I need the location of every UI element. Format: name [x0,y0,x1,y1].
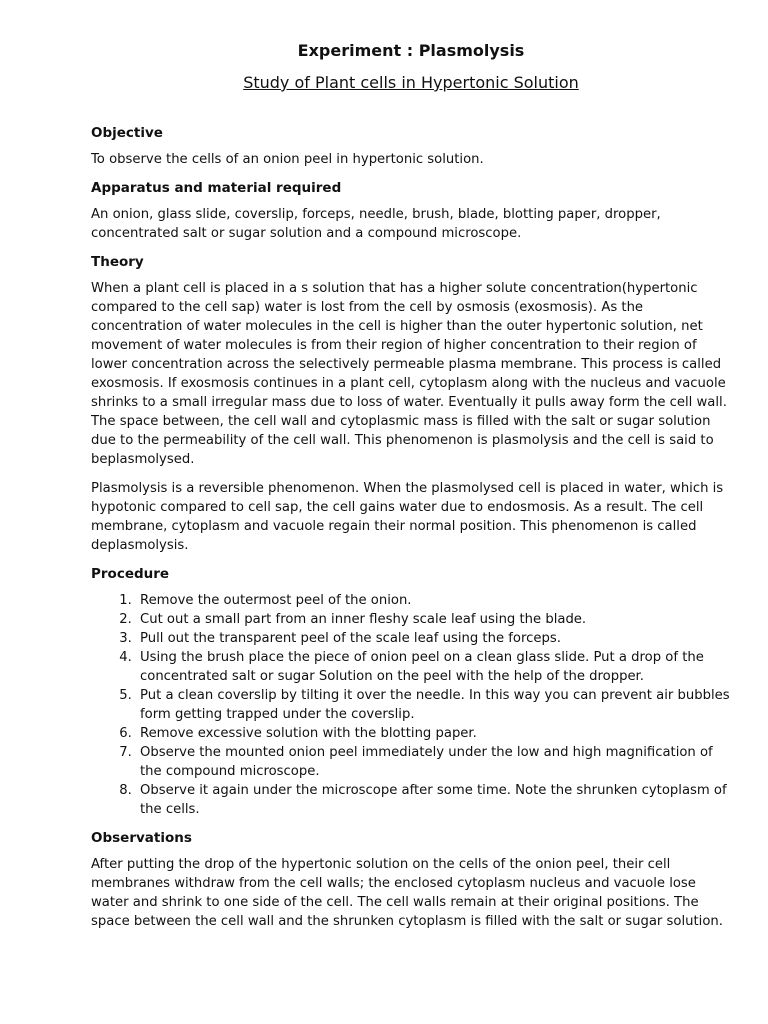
document-page [91,40,731,941]
observations-heading: Observations [91,830,192,846]
procedure-step: 1. Remove the outermost peel of the onion. [136,591,731,610]
procedure-step: 8. Observe it again under the microscope after some time. Note the shrunken cytoplasm of the cells. [136,781,731,819]
procedure-steps-list [91,591,731,819]
observations-section [91,829,731,931]
procedure-step: 2. Cut out a small part from an inner fleshy scale leaf using the blade. [136,610,731,629]
procedure-step: 7. Observe the mounted onion peel immediately under the low and high magnification of the compound microscope. [136,743,731,781]
theory-heading: Theory [91,254,144,270]
apparatus-section [91,179,731,243]
observations-text: After putting the drop of the hypertonic solution on the cells of the onion peel, their cell membranes withdraw from the cell walls; the enclosed cytoplasm nucleus and vacuole lose water and shrink to one side of the cell. The cell walls remain at their original positions. The space between the cell wall and the shrunken cytoplasm is filled with the salt or sugar solution. [91,857,723,929]
page-subtitle: Study of Plant cells in Hypertonic Solution [243,73,579,92]
apparatus-text: An onion, glass slide, coverslip, forceps, needle, brush, blade, blotting paper, dropper, concentrated salt or sugar solution and a compound microscope. [91,207,661,241]
procedure-step: 6. Remove excessive solution with the blotting paper. [136,724,731,743]
theory-paragraph-1: When a plant cell is placed in a s solution that has a higher solute concentration(hypertonic compared to the cell sap) water is lost from the cell by osmosis (exosmosis). As the concentration of water molecules in the cell is higher than the outer hypertonic solution, net movement of water molecules is from their region of higher concentration to their region of lower concentration across the selectively permeable plasma membrane. This process is called exosmosis. If exosmosis continues in a plant cell, cytoplasm along with the nucleus and vacuole shrinks to a small irregular mass due to loss of water. Eventually it pulls away form the cell wall. The space between, the cell wall and cytoplasmic mass is filled with the salt or sugar solution due to the permeability of the cell wall. This phenomenon is plasmolysis and the cell is said to beplasmolysed. [91,281,727,467]
objective-section [91,124,731,169]
theory-paragraph-2: Plasmolysis is a reversible phenomenon. When the plasmolysed cell is placed in water, which is hypotonic compared to cell sap, the cell gains water due to endosmosis. As a result. The cell membrane, cytoplasm and vacuole regain their normal position. This phenomenon is called deplasmolysis. [91,481,724,553]
procedure-step: 5. Put a clean coverslip by tilting it over the needle. In this way you can prevent air bubbles form getting trapped under the coverslip. [136,686,731,724]
objective-heading: Objective [91,125,163,141]
apparatus-heading: Apparatus and material required [91,180,342,196]
procedure-step: 4. Using the brush place the piece of onion peel on a clean glass slide. Put a drop of the concentrated salt or sugar Solution on the peel with the help of the dropper. [136,648,731,686]
procedure-step: 3. Pull out the transparent peel of the scale leaf using the forceps. [136,629,731,648]
objective-text: To observe the cells of an onion peel in hypertonic solution. [91,152,484,167]
procedure-heading: Procedure [91,566,170,582]
page-title: Experiment : Plasmolysis [297,41,525,60]
theory-section [91,253,731,555]
procedure-section [91,565,731,819]
